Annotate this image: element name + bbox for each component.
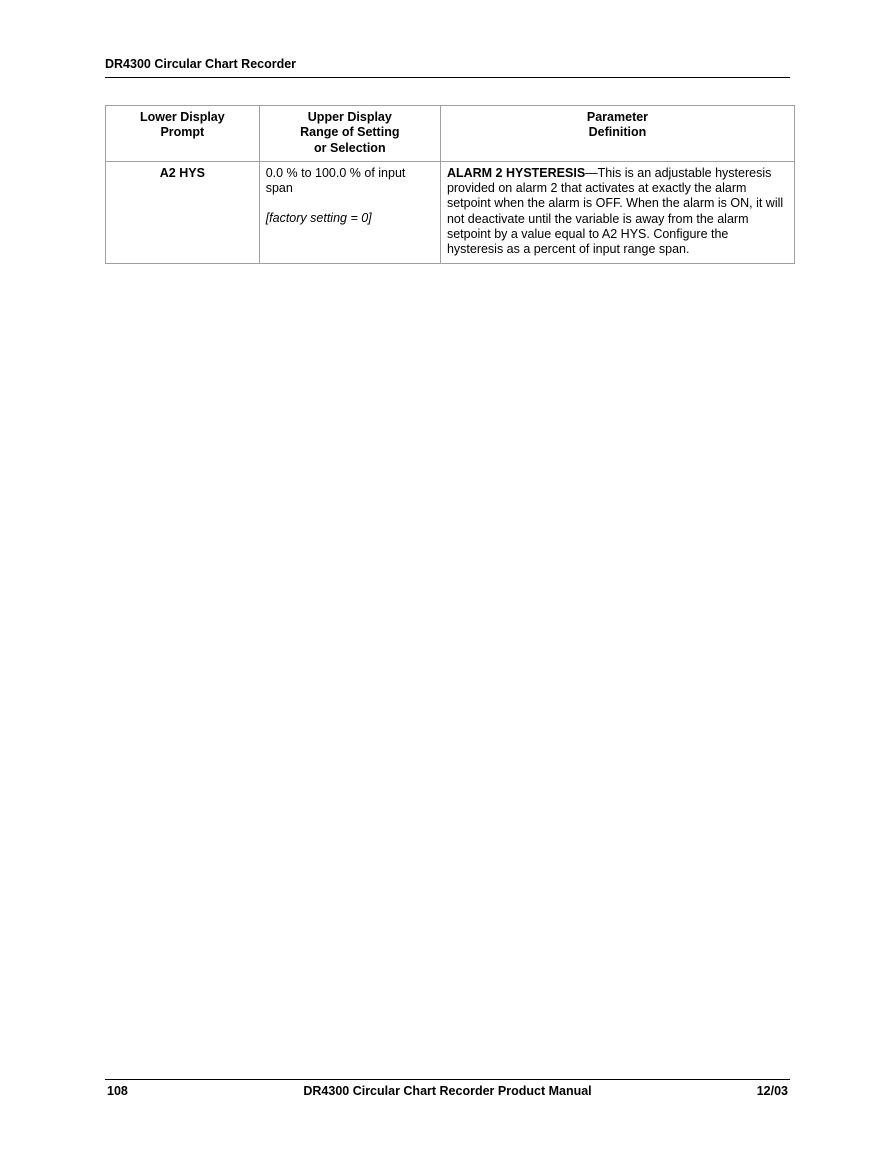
column-header-parameter-definition (440, 106, 794, 162)
definition-term: ALARM 2 HYSTERESIS (446, 165, 586, 180)
table-row (106, 161, 795, 263)
parameter-table (105, 105, 795, 264)
column-header-line: Upper Display (307, 110, 392, 124)
prompt-cell: A2 HYS (106, 161, 260, 263)
table-header-row (106, 106, 795, 162)
column-header-line: or Selection (314, 140, 386, 155)
page-header-title: DR4300 Circular Chart Recorder (105, 57, 297, 71)
column-header-line: Range of Setting (300, 125, 400, 140)
range-cell (259, 161, 440, 263)
footer-page-number: 108 (107, 1084, 128, 1098)
column-header-line: Prompt (160, 125, 205, 140)
footer-divider (105, 1079, 790, 1080)
footer-date: 12/03 (756, 1084, 788, 1098)
column-header-line: Parameter (586, 110, 649, 124)
definition-text: —This is an adjustable hysteresis provided on alarm 2 that activates at exactly the alarm setpoint when the alarm is OFF. When the alarm is ON, it will not deactivate until the variable is away from the alarm setpoint by a value equal to A2 HYS. Configure the hysteresis as a percent of input range span. (446, 165, 784, 257)
column-header-line: Definition (588, 125, 647, 140)
column-header-upper-display-range (259, 106, 440, 162)
footer-manual-title: DR4300 Circular Chart Recorder Product Manual (303, 1084, 592, 1098)
column-header-lower-display-prompt (106, 106, 260, 162)
range-text: 0.0 % to 100.0 % of input span (265, 165, 406, 196)
header-divider (105, 77, 790, 78)
column-header-line: Lower Display (139, 110, 225, 124)
factory-setting-text: [factory setting = 0] (265, 211, 372, 226)
definition-cell (440, 161, 794, 263)
